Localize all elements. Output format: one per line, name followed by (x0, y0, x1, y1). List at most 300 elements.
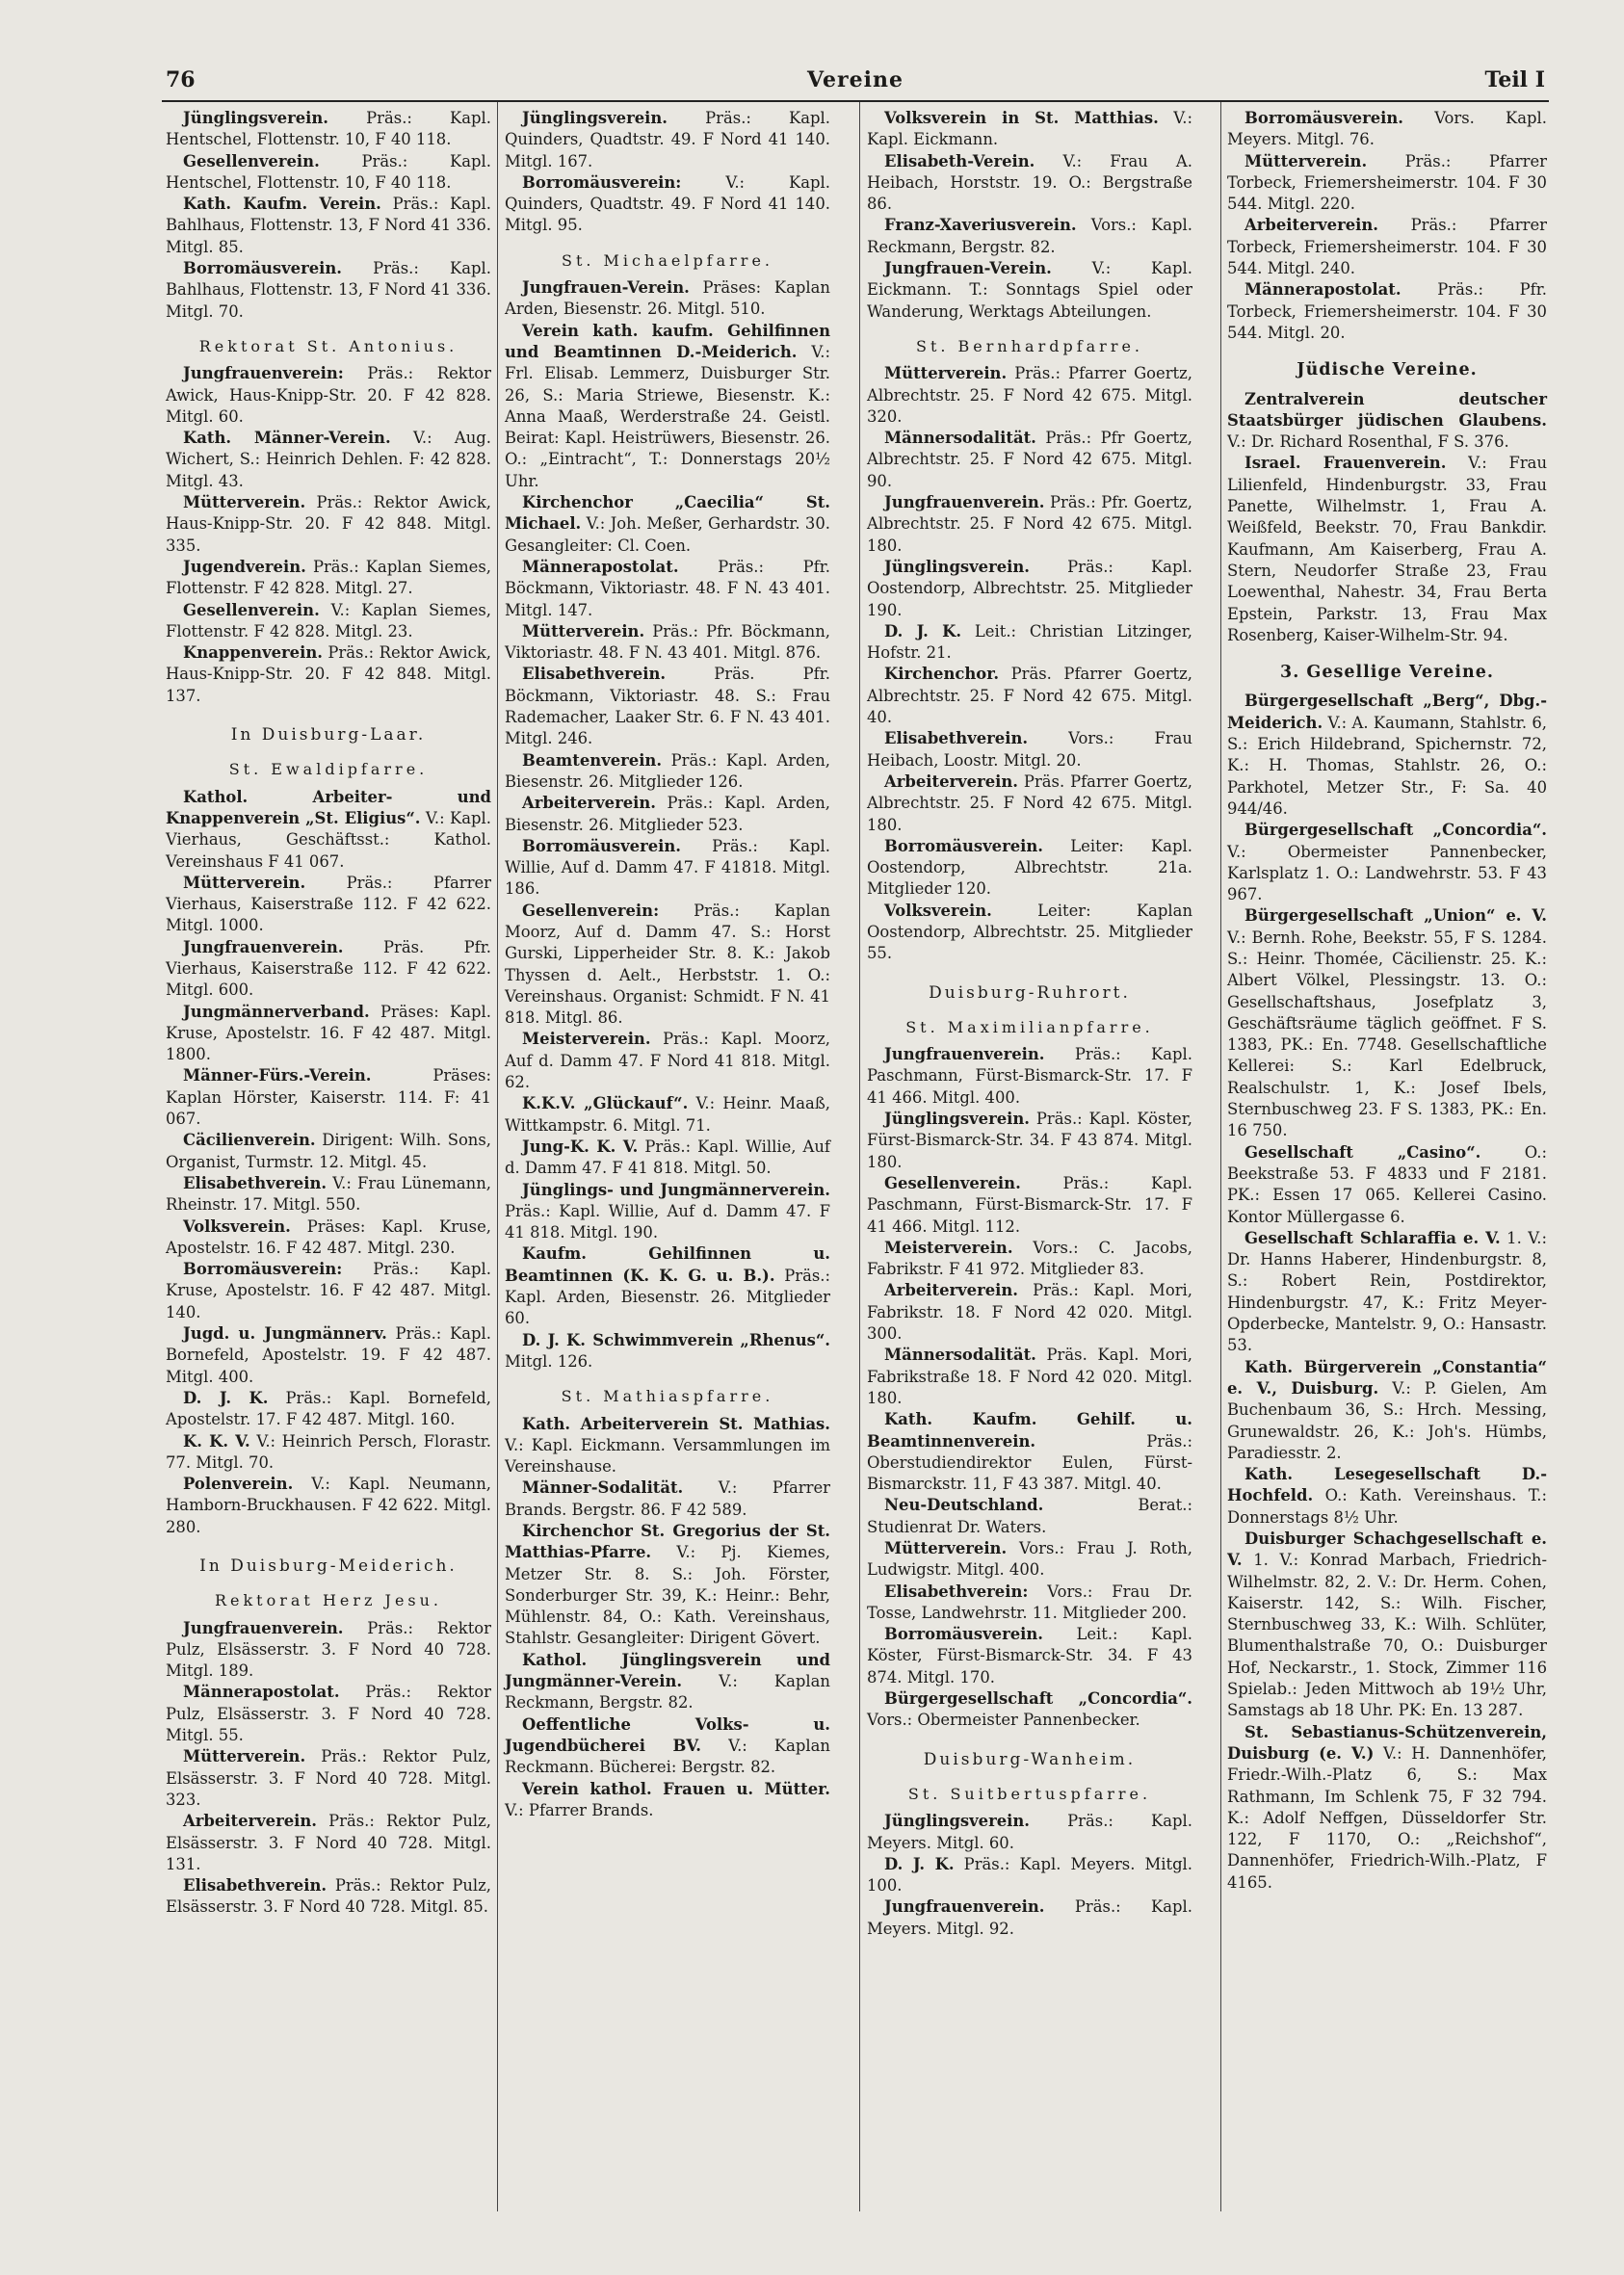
association-name: Kirchenchor St. Gregorius der St. Matthias-Pfarre. (505, 1522, 830, 1562)
association-entry (505, 836, 830, 901)
association-details: V.: Joh. Meßer, Gerhardstr. 30. Gesangleiter: Cl. Coen. (505, 514, 830, 555)
association-name: Mütterverein. (183, 493, 306, 512)
association-entry (166, 1682, 491, 1746)
association-entry (867, 1044, 1192, 1109)
association-details: Präs.: Pfr. Goertz, Albrechtstr. 25. F Nord 42 675. Mitgl. 180. (867, 493, 1192, 555)
association-details: Vors.: Kapl. Reckmann, Bergstr. 82. (867, 216, 1192, 256)
association-entry (166, 600, 491, 643)
association-entry (505, 621, 830, 665)
association-details: Präs.: Kapl. Köster, Fürst-Bismarck-Str. 34. F 43 874. Mitgl. 180. (867, 1110, 1192, 1171)
association-details: Präs.: Kapl. Bahlhaus, Flottenstr. 13, F Nord 41 336. Mitgl. 85. (166, 195, 491, 256)
column-2 (505, 108, 830, 1821)
association-entry (1227, 1142, 1547, 1228)
association-details: Präs.: Rektor Awick, Haus-Knipp-Str. 20. F 42 828. Mitgl. 60. (166, 364, 491, 426)
association-entry (1227, 1529, 1547, 1722)
association-name: Mütterverein. (522, 621, 645, 641)
association-details: V.: Heinr. Maaß, Wittkampstr. 6. Mitgl. 71. (505, 1094, 830, 1135)
association-name: Bürgergesellschaft „Berg“, Dbg.-Meiderich. (1227, 692, 1547, 732)
association-entry (867, 557, 1192, 621)
association-entry (1227, 279, 1547, 344)
parish-heading: St. Maximilianpfarre. (905, 1017, 1154, 1036)
association-name: Borromäusverein. (1244, 109, 1403, 127)
association-entry (867, 1854, 1192, 1897)
association-details: Präs.: Oberstudiendirektor Eulen, Fürst-Bismarckstr. 11, F 43 387. Mitgl. 40. (867, 1431, 1192, 1494)
association-details: Präs.: Rektor Pulz, Elsässerstr. 3. F Nord 40 728. Mitgl. 85. (166, 1876, 491, 1917)
association-details: Präs.: Kapl. Mori, Fabrikstr. 18. F Nord 42 020. Mitgl. 300. (867, 1281, 1192, 1344)
association-entry (505, 277, 830, 321)
association-name: Kath. Kaufm. Verein. (183, 195, 381, 214)
association-entry (1227, 820, 1547, 905)
column-rule (497, 102, 498, 2211)
association-entry (166, 1130, 491, 1173)
parish-heading: St. Ewaldipfarre. (228, 760, 429, 779)
association-details: Präs.: Kapl. Willie, Auf d. Damm 47. F 41 818. Mitgl. 50. (505, 1137, 830, 1178)
association-entry (505, 750, 830, 794)
association-name: Zentralverein deutscher Staatsbürger jüdischen Glaubens. (1227, 389, 1547, 430)
association-entry (166, 194, 491, 258)
association-name: D. J. K. (183, 1388, 269, 1407)
association-name: Männersodalität. (884, 429, 1036, 448)
header-rule (162, 100, 1549, 102)
association-name: Gesellenverein. (884, 1173, 1021, 1192)
association-details: Präs. Pfarrer Goertz, Albrechtstr. 25. F Nord 42 675. Mitgl. 40. (867, 665, 1192, 727)
association-name: Borromäusverein: (183, 1260, 343, 1279)
association-details: O.: Kath. Vereinshaus. T.: Donnerstags 8½ Uhr. (1227, 1486, 1547, 1527)
association-details: Präs.: Rektor Awick, Haus-Knipp-Str. 20. F 42 848. Mitgl. 335. (166, 493, 492, 555)
association-entry (1227, 215, 1547, 279)
parish-heading: St. Suitbertuspfarre. (907, 1784, 1152, 1803)
association-name: Meisterverein. (522, 1030, 651, 1049)
association-name: Franz-Xaveriusverein. (884, 216, 1077, 235)
association-details: Präs.: Rektor Pulz, Elsässerstr. 3. F Nord 40 728. Mitgl. 131. (166, 1812, 491, 1873)
association-name: Gesellenverein. (183, 600, 320, 619)
association-entry (166, 492, 491, 557)
association-entry (505, 492, 830, 557)
association-name: Polenverein. (183, 1475, 294, 1494)
association-details: Vors.: Frau J. Roth, Ludwigstr. Mitgl. 400. (867, 1539, 1192, 1580)
association-entry (505, 1779, 830, 1822)
association-name: K. K. V. (183, 1431, 250, 1451)
association-name: Bürgergesellschaft „Concordia“. (884, 1689, 1192, 1709)
association-name: Bürgergesellschaft „Union“ e. V. (1244, 906, 1547, 926)
association-entry (1227, 151, 1547, 216)
association-name: Männer-Sodalität. (522, 1478, 684, 1498)
association-name: Jungfrauenverein: (183, 364, 344, 383)
association-details: Leit.: Christian Litzinger, Hofstr. 21. (867, 621, 1192, 663)
association-name: Elisabeth-Verein. (884, 151, 1035, 170)
association-entry (867, 215, 1192, 258)
district-heading: Duisburg-Ruhrort. (929, 982, 1131, 1003)
association-details: Präs.: Kapl. Bahlhaus, Flottenstr. 13, F Nord 41 336. Mitgl. 70. (166, 259, 491, 321)
association-name: Jungfrauen-Verein. (522, 278, 690, 298)
association-name: Jugendverein. (183, 557, 306, 576)
association-name: Jungmännerverband. (183, 1002, 370, 1021)
association-details: Vors.: Frau Dr. Tosse, Landwehrstr. 11. Mitglieder 200. (867, 1582, 1192, 1622)
association-entry (867, 151, 1192, 216)
association-details: Präs.: Pfarrer Torbeck, Friemersheimerstr. 104. F 30 544. Mitgl. 240. (1227, 216, 1547, 278)
association-name: Volksverein in St. Matthias. (884, 109, 1159, 127)
association-entry (166, 1746, 491, 1811)
association-name: Jünglingsverein. (884, 1110, 1031, 1129)
association-details: V.: Kaplan Siemes, Flottenstr. F 42 828. Mitgl. 23. (166, 600, 491, 641)
association-details: V.: Frau A. Heibach, Horststr. 19. O.: Bergstraße 86. (867, 151, 1192, 214)
association-name: Cäcilienverein. (183, 1131, 316, 1150)
association-entry (867, 771, 1192, 836)
association-details: Präs.: Kapl. Bornefeld, Apostelstr. 17. F 42 487. Mitgl. 160. (166, 1388, 491, 1429)
association-name: Elisabethverein. (183, 1173, 327, 1192)
association-entry (505, 557, 830, 621)
association-details: Präs.: Kapl. Paschmann, Fürst-Bismarck-Str. 17. F 41 466. Mitgl. 112. (867, 1173, 1192, 1236)
district-heading: In Duisburg-Meiderich. (199, 1556, 458, 1576)
association-details: V.: Frl. Elisab. Lemmerz, Duisburger Str. 26, S.: Maria Striewe, Biesenstr. K.: Anna Maaß, Werderstraße 24. Geistl. Beirat: Kapl. Heistrüwers, Biesenstr. 26. O.: „Eintracht“, T.: Donnerstags 20½ Uhr. (505, 342, 831, 490)
association-name: Elisabethverein: (884, 1582, 1029, 1601)
association-name: Knappenverein. (183, 643, 323, 663)
association-name: D. J. K. (884, 1854, 955, 1873)
association-name: Kathol. Arbeiter- und Knappenverein „St. Eligius“. (166, 787, 491, 827)
association-details: Vors. Kapl. Meyers. Mitgl. 76. (1227, 109, 1547, 149)
section-heading: Jüdische Vereine. (1297, 360, 1478, 380)
association-details: Präs.: Pfarrer Torbeck, Friemersheimerstr. 104. F 30 544. Mitgl. 220. (1227, 151, 1547, 214)
association-details: Leit.: Kapl. Köster, Fürst-Bismarck-Str. 34. F 43 874. Mitgl. 170. (867, 1625, 1192, 1687)
association-entry (1227, 1722, 1547, 1894)
association-name: Kathol. Jünglingsverein und Jungmänner-Verein. (505, 1650, 830, 1691)
association-name: Elisabethverein. (183, 1876, 327, 1896)
district-heading: Duisburg-Wanheim. (923, 1749, 1137, 1769)
association-name: Arbeiterverein. (1244, 216, 1378, 235)
association-name: Arbeiterverein. (522, 794, 656, 813)
association-details: V.: Pfarrer Brands. Bergstr. 86. F 42 589. (505, 1478, 830, 1519)
association-entry (166, 873, 491, 937)
association-details: Präses: Kapl. Kruse, Apostelstr. 16. F 42 487. Mitgl. 1800. (166, 1002, 491, 1064)
association-entry (867, 1688, 1192, 1732)
association-details: Präs. Kapl. Mori, Fabrikstraße 18. F Nord 42 020. Mitgl. 180. (867, 1346, 1193, 1407)
association-details: Präs.: Pfarrer Goertz, Albrechtstr. 25. F Nord 42 675. Mitgl. 320. (867, 364, 1192, 426)
association-entry (505, 1477, 830, 1521)
association-entry (505, 1029, 830, 1093)
association-name: Borromäusverein. (884, 836, 1043, 855)
association-entry (867, 1173, 1192, 1238)
association-entry (166, 1474, 491, 1538)
association-name: Männer-Fürs.-Verein. (183, 1066, 372, 1085)
association-name: Borromäusverein. (522, 836, 681, 855)
association-entry (166, 1173, 491, 1216)
association-name: D. J. K. (884, 621, 962, 641)
association-details: V.: Kapl. Eickmann. T.: Sonntags Spiel oder Wanderung, Werktags Abteilungen. (867, 259, 1192, 321)
association-name: Mütterverein. (183, 1747, 306, 1766)
association-entry (505, 901, 830, 1030)
association-details: Präs.: Kapl. Hentschel, Flottenstr. 10, F 40 118. (166, 151, 491, 192)
association-name: Bürgergesellschaft „Concordia“. (1244, 821, 1547, 840)
association-name: Gesellschaft „Casino“. (1244, 1142, 1481, 1162)
association-entry (166, 1065, 491, 1130)
association-entry (867, 108, 1192, 151)
association-entry (505, 793, 830, 836)
column-1 (166, 108, 491, 1919)
association-name: Jünglingsverein. (884, 1812, 1031, 1831)
page-number: 76 (166, 67, 196, 92)
association-name: Kath. Lesegesellschaft D.-Hochfeld. (1227, 1465, 1547, 1505)
association-entry (1227, 1464, 1547, 1529)
association-name: Elisabethverein. (884, 729, 1029, 748)
association-name: Mütterverein. (1244, 151, 1368, 170)
association-details: V.: Bernh. Rohe, Beekstr. 55, F S. 1284. S.: Heinr. Thomée, Cäcilienstr. 25. K.: Albert Völkel, Plessingstr. 13. O.: Gesellschaftshaus, Josefplatz 3, Geschäftsräume täglich geöffnet. F S. 1383, PK.: En. 7748. Gesellschaftliche Kellerei: S.: Karl Edelbruck, Realschulstr. 1, K.: Josef Ibels, Sternbuschweg 23. F S. 1383, PK.: En. 16 750. (1227, 928, 1547, 1140)
association-entry (166, 1216, 491, 1260)
association-details: Präs.: Kapl. Oostendorp, Albrechtstr. 25. Mitglieder 190. (867, 557, 1192, 619)
association-name: Mütterverein. (884, 1539, 1008, 1557)
association-entry (505, 1243, 830, 1329)
district-heading: In Duisburg-Laar. (230, 725, 427, 745)
association-entry (505, 1650, 830, 1714)
association-entry (867, 492, 1192, 557)
association-details: V.: Kapl. Quinders, Quadtstr. 49. F Nord 41 140. Mitgl. 95. (505, 172, 830, 235)
association-name: Jungfrauenverein. (183, 937, 344, 956)
association-name: Beamtenverein. (522, 750, 663, 770)
association-name: Kaufm. Gehilfinnen u. Beamtinnen (K. K. G. u. B.). (505, 1244, 830, 1285)
association-name: Arbeiterverein. (884, 771, 1018, 791)
association-details: V.: Frau Lünemann, Rheinstr. 17. Mitgl. 550. (166, 1173, 491, 1215)
association-entry (505, 664, 830, 749)
association-details: V.: A. Kaumann, Stahlstr. 6, S.: Erich Hildebrand, Spichernstr. 72, K.: H. Thomas, Stahlstr. 26, O.: Parkhotel, Metzer Str., F: Sa. 40 944/46. (1227, 713, 1547, 818)
association-name: Mütterverein. (884, 364, 1008, 383)
association-entry (505, 1330, 830, 1373)
column-4 (1227, 108, 1547, 1894)
association-details: Vors.: C. Jacobs, Fabrikstr. F 41 972. Mitglieder 83. (867, 1238, 1192, 1279)
association-entry (1227, 691, 1547, 820)
association-name: Borromäusverein: (522, 172, 682, 192)
association-details: Präs.: Kapl. Meyers. Mitgl. 100. (867, 1854, 1193, 1896)
association-name: Jungfrauenverein. (183, 1618, 344, 1637)
association-details: Vors.: Frau Heibach, Loostr. Mitgl. 20. (867, 729, 1192, 770)
association-entry (867, 1238, 1192, 1281)
association-details: V.: Heinrich Persch, Florastr. 77. Mitgl. 70. (166, 1431, 492, 1472)
association-entry (166, 258, 491, 323)
association-details: V.: Kapl. Neumann, Hamborn-Bruckhausen. F 42 622. Mitgl. 280. (166, 1475, 491, 1536)
association-details: Präs.: Kapl. Meyers. Mitgl. 92. (867, 1897, 1192, 1938)
association-entry (867, 664, 1192, 728)
association-name: Männersodalität. (884, 1346, 1036, 1365)
association-name: Elisabethverein. (522, 665, 667, 684)
association-name: Kath. Bürgerverein „Constantia“ e. V., Duisburg. (1227, 1357, 1547, 1398)
association-entry (867, 728, 1192, 771)
association-entry (166, 642, 491, 707)
association-details: V.: Kapl. Eickmann. Versammlungen im Vereinshause. (505, 1435, 830, 1477)
association-details: Leiter: Kapl. Oostendorp, Albrechtstr. 21a. Mitglieder 120. (867, 836, 1192, 899)
association-details: V.: Kapl. Eickmann. (867, 109, 1192, 149)
association-name: Männerapostolat. (1244, 280, 1401, 300)
association-details: Mitgl. 126. (505, 1351, 593, 1371)
association-name: Neu-Deutschland. (884, 1496, 1044, 1515)
association-details: Präs.: Kaplan Siemes, Flottenstr. F 42 828. Mitgl. 27. (166, 557, 491, 598)
association-entry (867, 363, 1192, 428)
association-entry (166, 1259, 491, 1323)
part-label: Teil I (1484, 67, 1545, 92)
association-entry (867, 1582, 1192, 1625)
association-entry (1227, 1357, 1547, 1464)
association-entry (166, 1431, 491, 1475)
parish-heading: St. Michaelpfarre. (561, 250, 773, 270)
association-entry (166, 1002, 491, 1066)
association-name: Gesellschaft Schlaraffia e. V. (1244, 1228, 1501, 1247)
association-name: Männerapostolat. (183, 1683, 340, 1702)
association-details: Präs. Pfarrer Goertz, Albrechtstr. 25. F Nord 42 675. Mitgl. 180. (867, 771, 1192, 834)
association-name: Arbeiterverein. (183, 1812, 317, 1831)
association-details: Präs.: Kapl. Meyers. Mitgl. 60. (867, 1812, 1192, 1852)
column-rule (859, 102, 860, 2211)
association-entry (166, 787, 491, 873)
association-details: Leiter: Kaplan Oostendorp, Albrechtstr. 25. Mitglieder 55. (867, 901, 1192, 963)
association-name: Kirchenchor. (884, 665, 1000, 684)
parish-heading: Rektorat St. Antonius. (198, 336, 458, 355)
association-details: Präs.: Pfr Goertz, Albrechtstr. 25. F Nord 42 675. Mitgl. 90. (867, 429, 1192, 490)
association-entry (1227, 905, 1547, 1141)
association-details: V.: Aug. Wichert, S.: Heinrich Dehlen. F: 42 828. Mitgl. 43. (166, 429, 491, 490)
association-entry (1227, 108, 1547, 151)
association-details: Präs.: Kapl. Willie, Auf d. Damm 47. F 41 818. Mitgl. 190. (505, 1201, 830, 1242)
association-details: V.: Dr. Richard Rosenthal, F S. 376. (1227, 432, 1509, 452)
association-details: Präs.: Rektor Pulz, Elsässerstr. 3. F Nord 40 728. Mitgl. 189. (166, 1618, 491, 1681)
association-details: Präs.: Rektor Pulz, Elsässerstr. 3. F Nord 40 728. Mitgl. 323. (166, 1747, 491, 1809)
association-name: Borromäusverein. (183, 259, 342, 278)
association-entry (166, 1323, 491, 1388)
association-entry (505, 1414, 830, 1478)
association-details: V.: Pfarrer Brands. (505, 1800, 654, 1819)
association-name: Arbeiterverein. (884, 1281, 1018, 1300)
association-entry (166, 1618, 491, 1683)
association-details: Präs.: Kapl. Bornefeld, Apostelstr. 19. F 42 487. Mitgl. 400. (166, 1324, 491, 1386)
association-entry (505, 1180, 830, 1244)
association-details: Präs.: Rektor Pulz, Elsässerstr. 3. F Nord 40 728. Mitgl. 55. (166, 1683, 491, 1745)
association-details: Präs.: Rektor Awick, Haus-Knipp-Str. 20. F 42 848. Mitgl. 137. (166, 643, 491, 705)
association-entry (867, 428, 1192, 492)
association-name: Jungfrauenverein. (884, 1045, 1045, 1064)
association-entry (1227, 389, 1547, 454)
association-details: Präs.: Kapl. Moorz, Auf d. Damm 47. F Nord 41 818. Mitgl. 62. (505, 1030, 830, 1092)
association-name: Jungfrauenverein. (884, 493, 1045, 512)
association-entry (166, 428, 491, 492)
association-details: Präses: Kaplan Arden, Biesenstr. 26. Mitgl. 510. (505, 278, 830, 319)
association-name: Jünglings- und Jungmännerverein. (522, 1180, 830, 1199)
association-entry (166, 1388, 491, 1431)
association-entry (867, 1811, 1192, 1854)
association-name: Duisburger Schachgesellschaft e. V. (1227, 1530, 1547, 1570)
parish-heading: St. Mathiaspfarre. (561, 1387, 774, 1406)
column-3 (867, 108, 1192, 1940)
association-name: St. Sebastianus-Schützenverein, Duisburg (e. V.) (1227, 1722, 1547, 1763)
association-entry (505, 1714, 830, 1779)
association-entry (867, 1896, 1192, 1940)
association-name: Gesellenverein. (183, 151, 320, 170)
association-name: Jung-K. K. V. (522, 1137, 639, 1156)
association-details: Präses: Kaplan Hörster, Kaiserstr. 114. F: 41 067. (166, 1066, 491, 1129)
association-entry (505, 321, 830, 492)
association-name: Oeffentliche Volks- u. Jugendbücherei BV. (505, 1714, 830, 1755)
association-name: Kath. Kaufm. Gehilf. u. Beamtinnenverein. (867, 1410, 1192, 1451)
association-entry (867, 1624, 1192, 1688)
association-details: Präs.: Pfr. Böckmann, Viktoriastr. 48. F N. 43 401. Mitgl. 147. (505, 557, 830, 619)
association-entry (867, 1409, 1192, 1495)
association-name: Männerapostolat. (522, 557, 679, 576)
association-name: Borromäusverein. (884, 1625, 1043, 1644)
association-details: Präs.: Kapl. Paschmann, Fürst-Bismarck-Str. 17. F 41 466. Mitgl. 400. (867, 1045, 1192, 1107)
association-details: Präs.: Kapl. Kruse, Apostelstr. 16. F 42 487. Mitgl. 140. (166, 1260, 491, 1321)
association-entry (166, 557, 491, 600)
association-entry (505, 172, 830, 237)
association-name: D. J. K. Schwimmverein „Rhenus“. (522, 1330, 830, 1349)
association-details: V.: P. Gielen, Am Buchenbaum 36, S.: Hrch. Messing, Grunewaldstr. 26, K.: Joh's. Hümbs, Paradiesstr. 2. (1227, 1378, 1547, 1462)
association-entry (505, 108, 830, 172)
association-name: K.K.V. „Glückauf“. (522, 1094, 689, 1113)
association-details: Präs.: Pfarrer Vierhaus, Kaiserstraße 112. F 42 622. Mitgl. 1000. (166, 873, 491, 935)
association-details: 1. V.: Konrad Marbach, Friedrich-Wilhelmstr. 82, 2. V.: Dr. Herm. Cohen, Kaiserstr. 142, S.: Wilh. Fischer, Sternbuschweg 33, K.: Wilh. Schlüter, Blumenthalstraße 70, O.: Duisburger Hof, Neckarstr., 1. Stock, Zimmer 116 Spielab.: Jeden Mittwoch ab 19½ Uhr, Samstags ab 18 Uhr. PK: En. 13 287. (1227, 1551, 1547, 1720)
association-details: V.: Kaplan Reckmann. Bücherei: Bergstr. 82. (505, 1736, 830, 1777)
association-details: V.: H. Dannenhöfer, Friedr.-Wilh.-Platz 6, S.: Max Rathmann, Im Schlenk 75, F 32 794. K.: Adolf Neffgen, Düsseldorfer Str. 122, F 1170, O.: „Reichshof“, Dannenhöfer, Friedrich-Wilh.-Platz, F 4165. (1227, 1743, 1547, 1892)
association-name: Jungfrauenverein. (884, 1897, 1045, 1917)
association-details: Präs.: Kapl. Arden, Biesenstr. 26. Mitglieder 523. (505, 794, 830, 834)
association-entry (1227, 1228, 1547, 1357)
association-details: Dirigent: Wilh. Sons, Organist, Turmstr. 12. Mitgl. 45. (166, 1131, 491, 1171)
running-title: Vereine (807, 67, 904, 92)
association-details: Berat.: Studienrat Dr. Waters. (867, 1496, 1192, 1536)
association-details: V.: Kaplan Reckmann, Bergstr. 82. (505, 1672, 830, 1713)
association-entry (505, 1521, 830, 1650)
association-name: Verein kathol. Frauen u. Mütter. (522, 1779, 830, 1798)
association-entry (166, 1811, 491, 1875)
association-entry (166, 937, 491, 1002)
association-entry (867, 621, 1192, 665)
association-details: Präs.: Kaplan Moorz, Auf d. Damm 47. S.: Horst Gurski, Lipperheider Str. 8. K.: Jakob Thyssen d. Aelt., Herbststr. 1. O.: Vereinshaus. Organist: Schmidt. F N. 41 818. Mitgl. 86. (505, 901, 830, 1028)
column-rule (1220, 102, 1221, 2211)
page-header (166, 67, 1545, 102)
association-entry (505, 1093, 830, 1137)
association-entry (867, 901, 1192, 965)
association-details: Präses: Kapl. Kruse, Apostelstr. 16. F 42 487. Mitgl. 230. (166, 1216, 491, 1257)
association-details: Präs.: Kapl. Quinders, Quadtstr. 49. F Nord 41 140. Mitgl. 167. (505, 109, 830, 170)
association-name: Volksverein. (183, 1216, 291, 1236)
association-name: Verein kath. kaufm. Gehilfinnen und Beamtinnen D.-Meiderich. (505, 321, 830, 361)
association-details: Präs.: Kapl. Arden, Biesenstr. 26. Mitglieder 126. (505, 750, 830, 791)
association-details: Präs.: Kapl. Willie, Auf d. Damm 47. F 41818. Mitgl. 186. (505, 836, 830, 899)
association-entry (505, 1137, 830, 1180)
association-name: Jünglingsverein. (183, 109, 329, 127)
association-name: Jugd. u. Jungmännerv. (183, 1324, 387, 1344)
association-details: Vors.: Obermeister Pannenbecker. (867, 1711, 1140, 1730)
association-entry (166, 108, 491, 151)
parish-heading: Rektorat Herz Jesu. (214, 1591, 443, 1610)
association-name: Kirchenchor „Caecilia“ St. Michael. (505, 493, 830, 534)
association-name: Mütterverein. (183, 873, 306, 892)
association-details: Präs.: Pfr. Böckmann, Viktoriastr. 48. F N. 43 401. Mitgl. 876. (505, 621, 830, 663)
association-details: O.: Beekstraße 53. F 4833 und F 2181. PK.: Essen 17 065. Kellerei Casino. Kontor Müllergasse 6. (1227, 1142, 1547, 1226)
association-details: Präs.: Kapl. Hentschel, Flottenstr. 10, F 40 118. (166, 109, 491, 149)
section-heading: 3. Gesellige Vereine. (1280, 663, 1494, 683)
association-entry (867, 1538, 1192, 1582)
association-entry (867, 1109, 1192, 1173)
association-details: V.: Obermeister Pannenbecker, Karlsplatz 1. O.: Landwehrstr. 53. F 43 967. (1227, 842, 1547, 904)
association-name: Kath. Männer-Verein. (183, 429, 391, 448)
association-name: Jünglingsverein. (884, 557, 1031, 576)
association-entry (166, 151, 491, 195)
association-name: Gesellenverein: (522, 901, 660, 920)
association-entry (867, 1495, 1192, 1538)
association-entry (867, 1345, 1192, 1409)
association-entry (166, 363, 491, 428)
association-entry (166, 1875, 491, 1919)
association-details: Präs. Pfr. Vierhaus, Kaiserstraße 112. F 42 622. Mitgl. 600. (166, 937, 491, 1000)
association-details: V.: Frau Lilienfeld, Hindenburgstr. 33, Frau Panette, Wilhelmstr. 1, Frau A. Weißfeld, Beekstr. 70, Frau Bankdir. Kaufmann, Am Kaiserberg, Frau A. Stern, Neudorfer Straße 23, Frau Loewenthal, Nahestr. 34, Frau Berta Epstein, Parkstr. 13, Frau Max Rosenberg, Kaiser-Wilhelm-Str. 94. (1227, 454, 1548, 644)
association-name: Kath. Arbeiterverein St. Mathias. (522, 1414, 830, 1433)
association-name: Meisterverein. (884, 1238, 1013, 1257)
association-entry (867, 836, 1192, 901)
